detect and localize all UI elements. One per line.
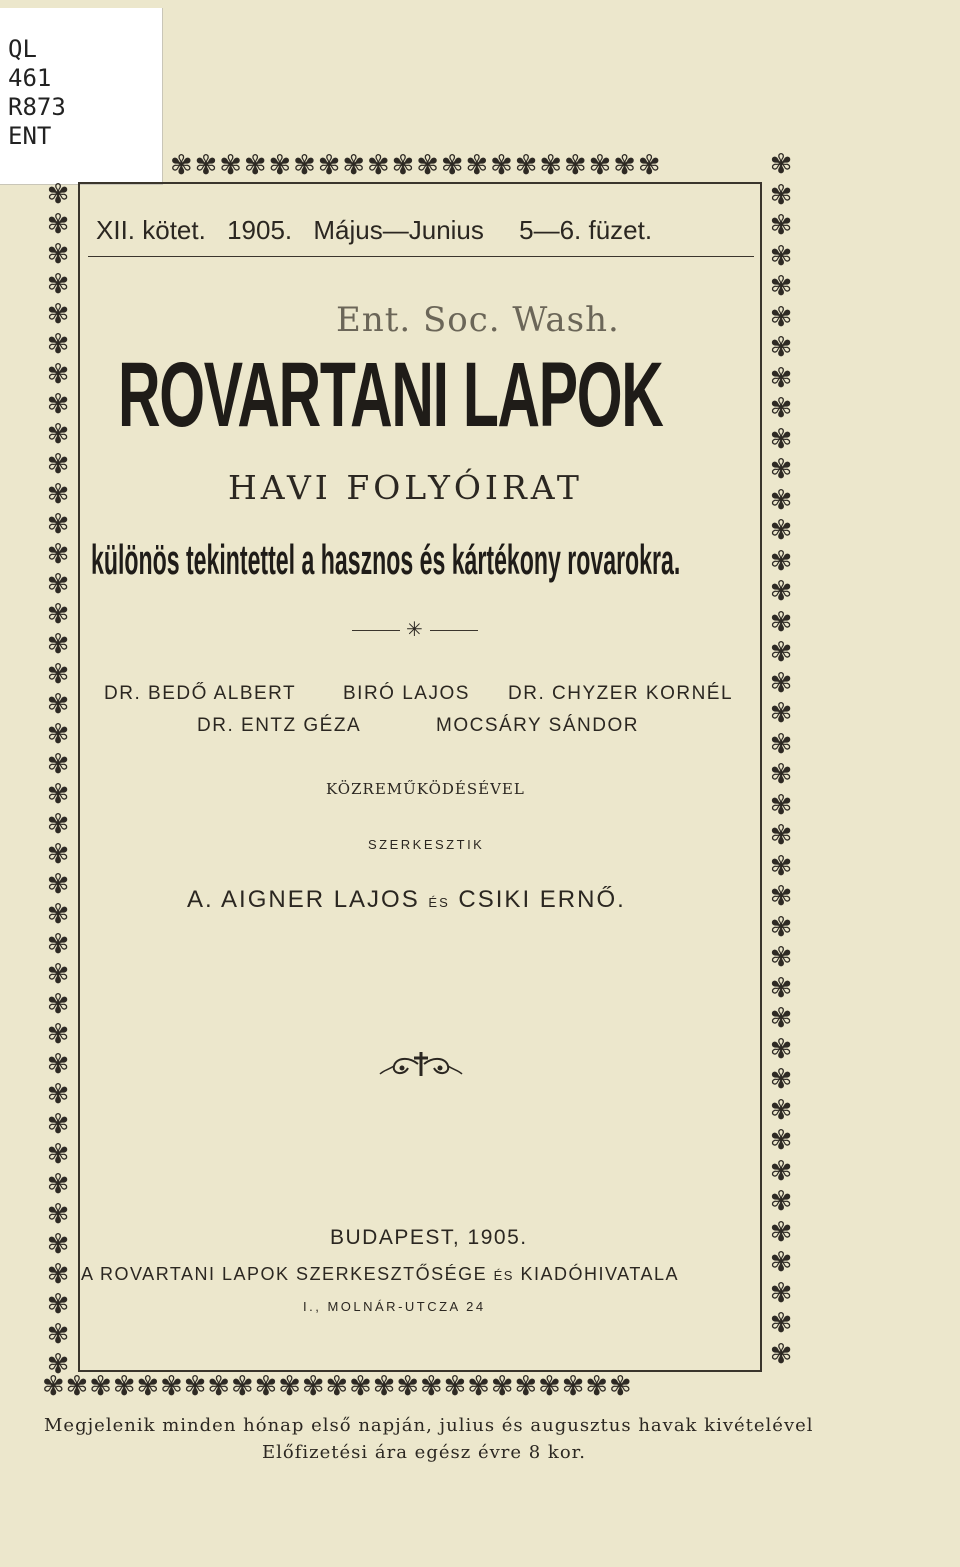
- publication-notice: Megjelenik minden hónap első napján, julius és augusztus havak kivételével: [44, 1415, 814, 1436]
- issue-months: Május—Junius: [313, 215, 484, 245]
- contributor-name: MOCSÁRY SÁNDOR: [436, 715, 639, 736]
- editors: [187, 886, 626, 914]
- publisher-conjunction: ÉS: [493, 1268, 514, 1283]
- collaboration-label: KÖZREMŰKÖDÉSÉVEL: [326, 780, 525, 798]
- editor-first: A. AIGNER LAJOS: [187, 886, 420, 913]
- contributor-name: BIRÓ LAJOS: [343, 683, 470, 704]
- divider: [88, 256, 754, 257]
- editor-second: CSIKI ERNŐ.: [458, 886, 626, 913]
- call-number-line: ENT: [8, 122, 52, 150]
- edited-by-label: SZERKESZTIK: [368, 837, 485, 852]
- contributor-prefix: DR.: [104, 683, 142, 704]
- issue-line: [96, 215, 756, 246]
- issue-volume: XII. kötet.: [96, 215, 206, 245]
- ornament-border-right: ✾✾✾✾✾✾✾✾✾✾✾✾✾✾✾✾✾✾✾✾✾✾✾✾✾✾✾✾✾✾✾✾✾✾✾✾✾✾✾✾: [769, 150, 793, 1370]
- ornament-border-bottom: ✾✾✾✾✾✾✾✾✾✾✾✾✾✾✾✾✾✾✾✾✾✾✾✾✾: [42, 1373, 633, 1402]
- publisher-second: KIADÓHIVATALA: [520, 1264, 680, 1284]
- issue-year: 1905.: [227, 215, 293, 245]
- contributor-name: BEDŐ ALBERT: [148, 683, 297, 704]
- fleuron-ornament-icon: [378, 1048, 464, 1080]
- contributor: [508, 683, 733, 705]
- contributor: [197, 715, 361, 737]
- publisher-first: A ROVARTANI LAPOK SZERKESZTŐSÉGE: [81, 1264, 488, 1284]
- editor-conjunction: ÉS: [428, 895, 450, 910]
- contributor-name: ENTZ GÉZA: [241, 715, 362, 736]
- contributor-prefix: DR.: [197, 715, 235, 736]
- city-year: BUDAPEST, 1905.: [330, 1226, 528, 1249]
- ornament-border-top: ✾✾✾✾✾✾✾✾✾✾✾✾✾✾✾✾✾✾✾✾: [170, 152, 663, 181]
- subscription-price: Előfizetési ára egész évre 8 kor.: [262, 1442, 587, 1463]
- ornament-border-left: ✾✾✾✾✾✾✾✾✾✾✾✾✾✾✾✾✾✾✾✾✾✾✾✾✾✾✾✾✾✾✾✾✾✾✾✾✾✾✾✾: [46, 180, 70, 1380]
- call-number-line: 461: [8, 64, 52, 92]
- issue-number: 5—6. füzet.: [519, 215, 653, 245]
- contributor: [343, 683, 470, 705]
- publisher: [81, 1264, 679, 1285]
- asterisk-icon: ✳: [406, 619, 423, 641]
- call-number-line: QL: [8, 35, 37, 63]
- publisher-address: I., MOLNÁR-UTCZA 24: [303, 1299, 486, 1314]
- contributor: [104, 683, 296, 705]
- library-stamp: Ent. Soc. Wash.: [336, 300, 620, 340]
- contributor-name: CHYZER KORNÉL: [552, 683, 734, 704]
- star-divider: [352, 621, 478, 639]
- journal-subtitle: HAVI FOLYÓIRAT: [228, 468, 583, 507]
- call-number-line: R873: [8, 93, 66, 121]
- contributor-prefix: DR.: [508, 683, 546, 704]
- call-number-label: [0, 8, 163, 185]
- journal-tagline: különös tekintettel a hasznos és kártékony rovarokra.: [91, 536, 681, 583]
- journal-title: ROVARTANI LAPOK: [118, 344, 663, 446]
- contributor: [436, 715, 639, 737]
